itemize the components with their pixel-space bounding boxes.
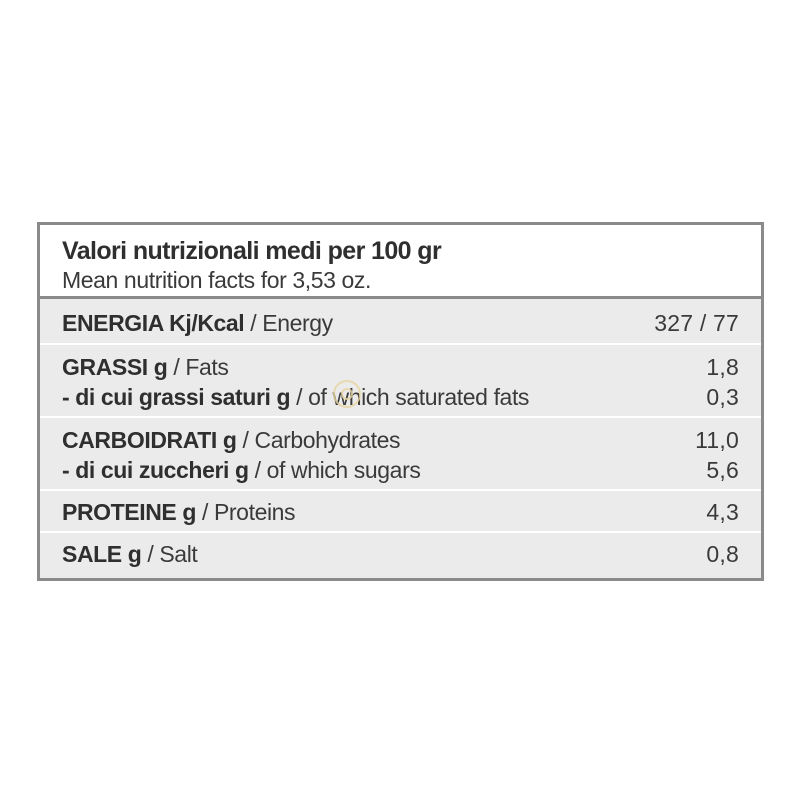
label-english: / Salt	[141, 541, 198, 567]
value: 4,3	[706, 499, 739, 525]
line-fats	[62, 354, 739, 384]
nutrition-table	[37, 222, 764, 581]
header-title-italian: Valori nutrizionali medi per 100 gr	[62, 237, 442, 265]
label-italian: CARBOIDRATI g	[62, 427, 237, 453]
table-header	[40, 225, 761, 299]
label-english: / Energy	[244, 310, 333, 336]
value: 0,8	[706, 541, 739, 567]
line-saturated-fats	[62, 384, 739, 414]
row-fats	[40, 345, 761, 418]
label-english: / Carbohydrates	[236, 427, 401, 453]
label-italian: SALE g	[62, 541, 142, 567]
value: 11,0	[695, 427, 739, 453]
label-english: / of which sugars	[248, 457, 421, 483]
value: 327 / 77	[654, 310, 739, 336]
value: 5,6	[706, 457, 739, 483]
watermark-seal-icon	[333, 380, 361, 408]
label-english: / of which saturated fats	[290, 384, 530, 410]
label-italian: ENERGIA Kj/Kcal	[62, 310, 245, 336]
label-italian: - di cui zuccheri g	[62, 457, 249, 483]
header-title-english: Mean nutrition facts for 3,53 oz.	[62, 267, 371, 293]
label-english: / Fats	[167, 354, 229, 380]
line-proteins	[62, 499, 739, 529]
value: 0,3	[706, 384, 739, 410]
label-italian: - di cui grassi saturi g	[62, 384, 291, 410]
label-english: / Proteins	[196, 499, 296, 525]
line-sugars	[62, 457, 739, 487]
row-energy	[40, 299, 761, 345]
value: 1,8	[706, 354, 739, 380]
line-carbohydrates	[62, 427, 739, 457]
label-italian: PROTEINE g	[62, 499, 197, 525]
row-proteins	[40, 491, 761, 533]
line-salt	[62, 541, 739, 571]
line-energy	[62, 310, 739, 340]
label-italian: GRASSI g	[62, 354, 168, 380]
row-salt	[40, 533, 761, 578]
row-carbohydrates	[40, 418, 761, 491]
